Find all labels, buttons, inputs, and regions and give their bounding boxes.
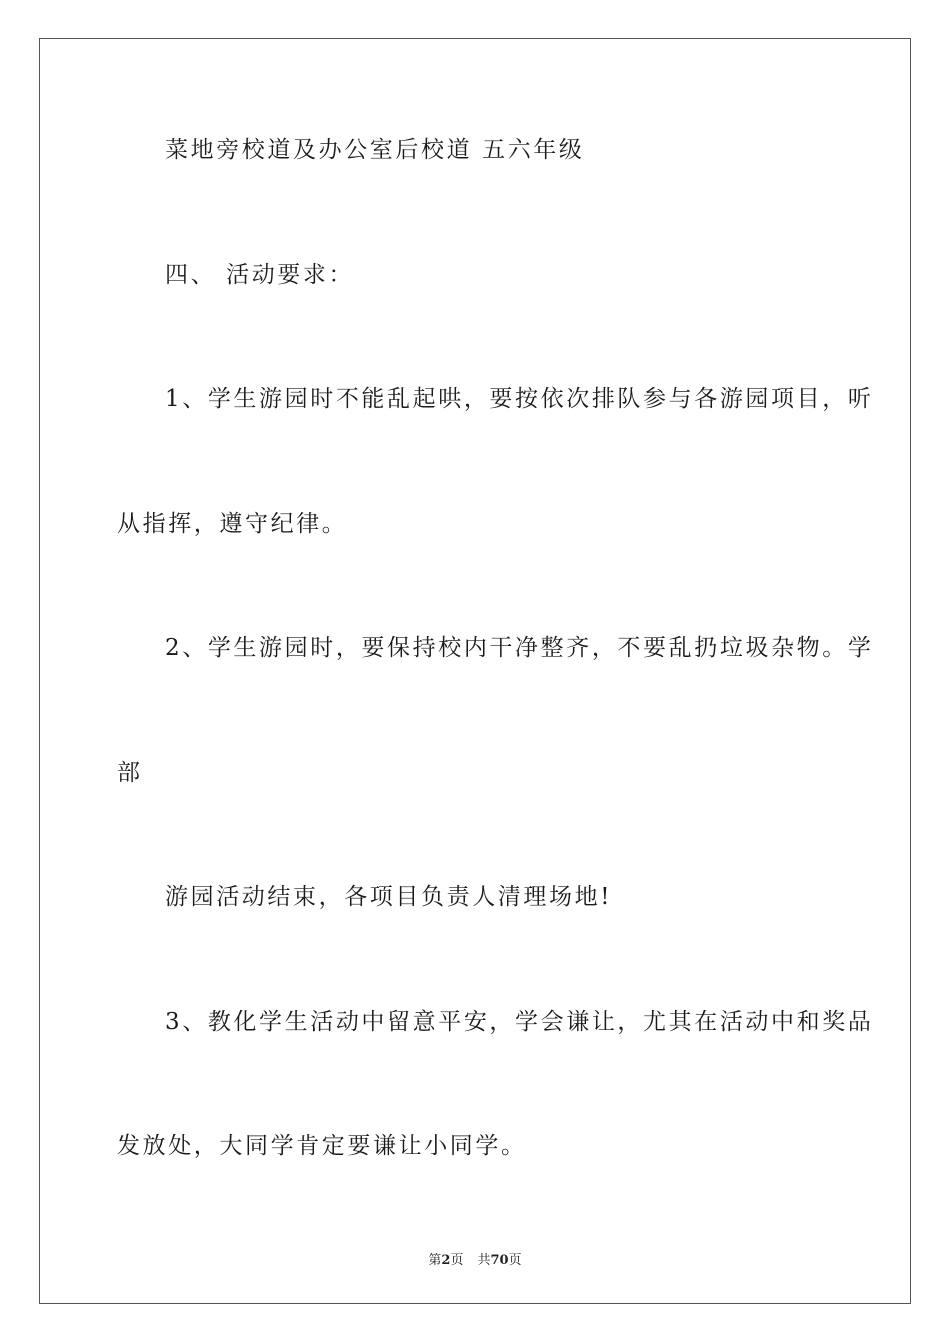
footer-page-number: 2 bbox=[441, 1253, 451, 1268]
text-line-requirement-2c: 游园活动结束，各项目负责人清理场地! bbox=[165, 884, 613, 910]
text-line-requirement-1a: 1、学生游园时不能乱起哄，要按依次排队参与各游园项目，听 bbox=[165, 386, 874, 412]
footer-total-suffix: 页 bbox=[508, 1253, 522, 1268]
text-line-requirement-3a: 3、教化学生活动中留意平安，学会谦让，尤其在活动中和奖品 bbox=[165, 1009, 874, 1035]
footer-page-prefix: 第 bbox=[428, 1253, 442, 1268]
section-heading-requirements: 四、 活动要求： bbox=[165, 262, 355, 288]
text-line-requirement-2a: 2、学生游园时，要保持校内干净整齐，不要乱扔垃圾杂物。学 bbox=[165, 635, 874, 661]
text-line-requirement-3b: 发放处，大同学肯定要谦让小同学。 bbox=[117, 1133, 527, 1159]
footer-page-suffix: 页 bbox=[450, 1253, 464, 1268]
page-border bbox=[39, 38, 911, 1304]
footer-total-pages: 70 bbox=[490, 1253, 509, 1268]
text-line-requirement-2b: 部 bbox=[117, 760, 143, 786]
footer-total-prefix: 共 bbox=[477, 1253, 491, 1268]
text-line-location: 菜地旁校道及办公室后校道 五六年级 bbox=[165, 137, 585, 163]
page-footer bbox=[0, 1249, 950, 1268]
text-line-requirement-1b: 从指挥，遵守纪律。 bbox=[117, 511, 348, 537]
